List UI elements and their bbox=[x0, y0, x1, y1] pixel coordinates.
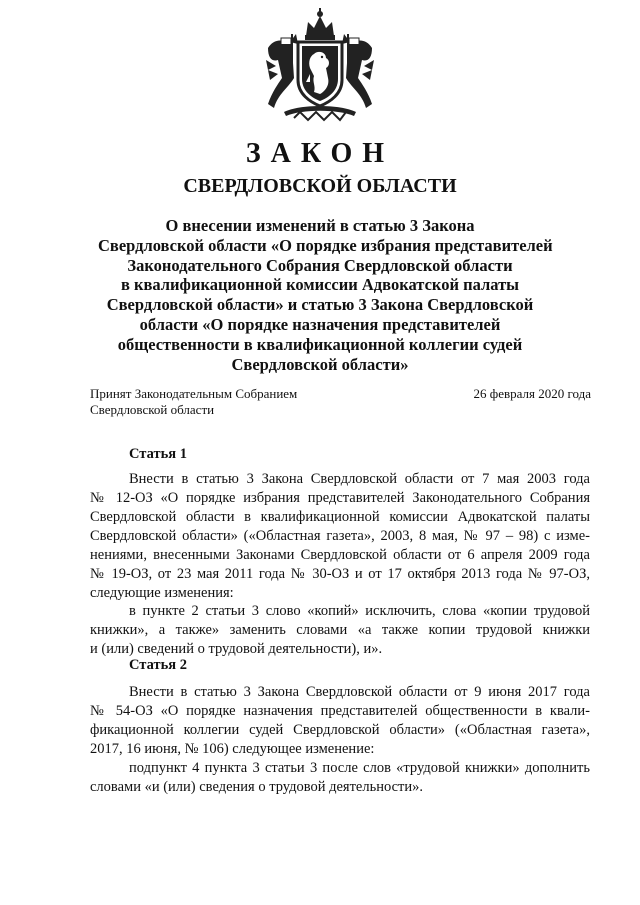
law-title-line: Свердловской области» bbox=[231, 354, 409, 374]
paragraph-line: книжки», а также» заменить словами «а также копии трудовой книжки bbox=[90, 622, 590, 638]
paragraph-line: в пункте 2 статьи 3 слово «копий» исключить, слова «копии трудовой bbox=[129, 603, 590, 619]
adoption-date: 26 февраля 2020 года bbox=[473, 386, 591, 401]
law-title bbox=[98, 216, 553, 374]
shield-icon bbox=[298, 42, 342, 106]
law-title-line: Законодательного Собрания Свердловской области bbox=[127, 255, 513, 275]
article-1-paragraph-1 bbox=[90, 470, 590, 603]
law-title-line: области «О порядке назначения представителей bbox=[139, 314, 501, 334]
paragraph-line: Внести в статью 3 Закона Свердловской области от 9 июня 2017 года bbox=[129, 684, 590, 700]
paragraph-line: № 54-ОЗ «О порядке назначения представителей общественности в квали- bbox=[90, 703, 590, 719]
adopted-by-line: Свердловской области bbox=[90, 402, 215, 417]
law-title-line: О внесении изменений в статью 3 Закона bbox=[165, 216, 475, 235]
paragraph-line: и (или) сведений о трудовой деятельности), и». bbox=[90, 641, 383, 657]
article-1-heading: Статья 1 bbox=[129, 446, 187, 462]
paragraph-line: Свердловской области» («Областная газета», 2003, 8 мая, № 97 – 98) с изме- bbox=[90, 528, 590, 544]
paragraph-line: фикационной коллегии судей Свердловской области» («Областная газета», bbox=[90, 722, 590, 738]
paragraph-line: Свердловской области в квалификационной комиссии Адвокатской палаты bbox=[90, 509, 590, 525]
law-title-line: Свердловской области» и статью 3 Закона Свердловской bbox=[106, 295, 534, 315]
paragraph-line: словами «и (или) сведения о трудовой деятельности». bbox=[90, 779, 423, 795]
article-2-paragraph-1 bbox=[90, 683, 590, 759]
law-title-line: Свердловской области «О порядке избрания представителей bbox=[98, 235, 553, 255]
region-heading: СВЕРДЛОВСКОЙ ОБЛАСТИ bbox=[183, 175, 457, 197]
paragraph-line: нениями, внесенными Законами Свердловской области от 6 апреля 2009 года bbox=[90, 547, 590, 563]
paragraph-line: Внести в статью 3 Закона Свердловской области от 7 мая 2003 года bbox=[129, 471, 590, 487]
adopted-by-line: Принят Законодательным Собранием bbox=[90, 386, 298, 401]
adopted-by bbox=[90, 386, 297, 418]
paragraph-line: № 19-ОЗ, от 23 мая 2011 года № 30-ОЗ и от 17 октября 2013 года № 97-ОЗ, bbox=[90, 566, 590, 582]
law-type-heading: ЗАКОН bbox=[245, 138, 395, 169]
article-2-heading: Статья 2 bbox=[129, 657, 187, 673]
article-2-paragraph-2 bbox=[90, 759, 590, 797]
paragraph-line: 2017, 16 июня, № 106) следующее изменение: bbox=[90, 741, 375, 757]
paragraph-line: № 12-ОЗ «О порядке избрания представителей Законодательного Собрания bbox=[90, 490, 590, 506]
law-title-line: в квалификационной комиссии Адвокатской палаты bbox=[120, 275, 520, 295]
coat-of-arms-emblem bbox=[264, 8, 376, 126]
paragraph-line: подпункт 4 пункта 3 статьи 3 после слов «трудовой книжки» дополнить bbox=[129, 760, 590, 776]
paragraph-line: следующие изменения: bbox=[90, 585, 234, 601]
crown-icon bbox=[305, 8, 335, 40]
emblem-base-icon bbox=[284, 106, 356, 120]
article-1-paragraph-2 bbox=[90, 602, 590, 659]
law-title-line: общественности в квалификационной коллегии судей bbox=[117, 334, 523, 354]
